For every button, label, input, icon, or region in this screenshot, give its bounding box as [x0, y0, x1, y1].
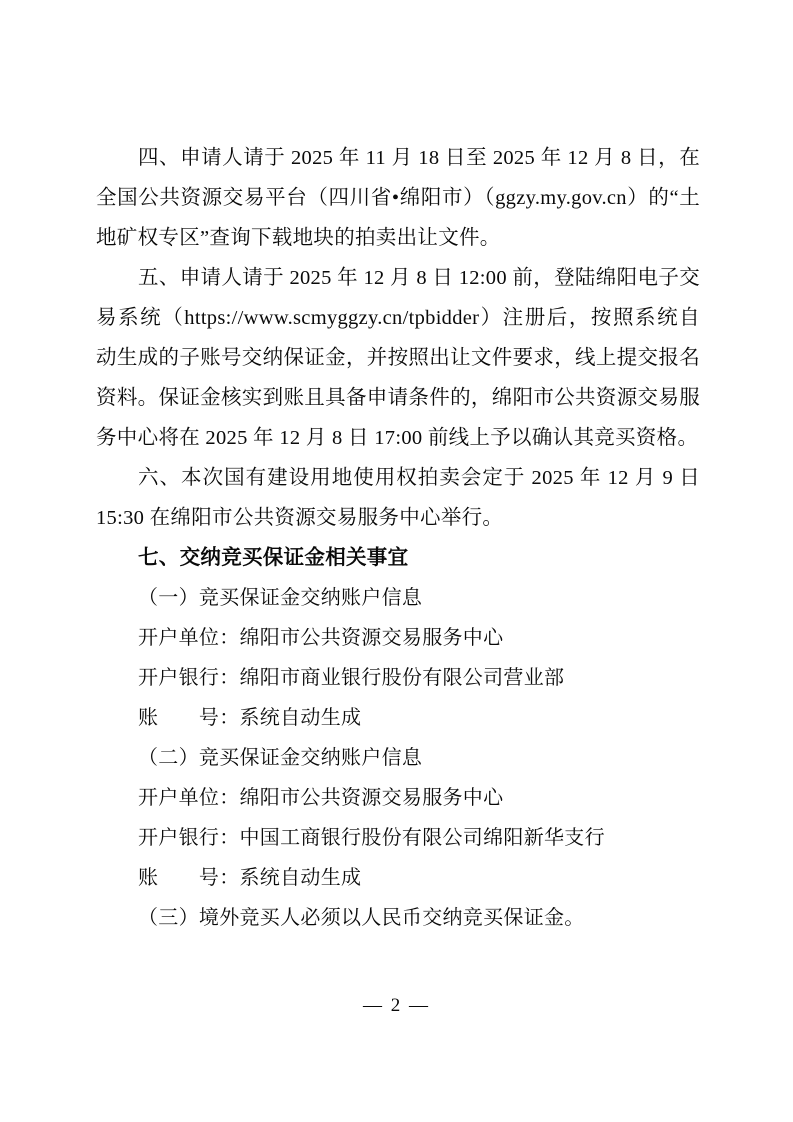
paragraph-item-six: 六、本次国有建设用地使用权拍卖会定于 2025 年 12 月 9 日 15:30 在绵阳市公共资源交易服务中心举行。 — [96, 467, 700, 529]
account-bank-value: 绵阳市商业银行股份有限公司营业部 — [239, 667, 565, 689]
heading-item-seven: 七、交纳竞买保证金相关事宜 — [138, 547, 409, 569]
account-unit-label: 开户单位： — [138, 787, 240, 809]
sub-item-two-account-bank — [96, 818, 700, 858]
page-number-text: — 2 — — [363, 995, 430, 1016]
account-bank-label: 开户银行： — [138, 667, 240, 689]
sub-item-one-account-unit — [96, 618, 700, 658]
sub-item-two-account-number — [96, 858, 700, 898]
account-number-value: 系统自动生成 — [239, 707, 362, 729]
account-unit-value: 绵阳市公共资源交易服务中心 — [239, 627, 504, 649]
paragraph-item-four: 四、申请人请于 2025 年 11 月 18 日至 2025 年 12 月 8 日，在全国公共资源交易平台（四川省•绵阳市）（ggzy.my.gov.cn）的“土地矿权专区”查询下载地块的拍卖出让文件。 — [96, 147, 700, 249]
account-number-label: 账 号： — [138, 867, 240, 889]
account-unit-value: 绵阳市公共资源交易服务中心 — [239, 787, 504, 809]
sub-item-one-account-bank — [96, 658, 700, 698]
sub-item-two-account-unit — [96, 778, 700, 818]
account-unit-label: 开户单位： — [138, 627, 240, 649]
document-body — [96, 138, 700, 938]
sub-item-two-title: （二）竞买保证金交纳账户信息 — [138, 747, 423, 769]
account-bank-value: 中国工商银行股份有限公司绵阳新华支行 — [239, 827, 605, 849]
account-bank-label: 开户银行： — [138, 827, 240, 849]
sub-item-one-account-number — [96, 698, 700, 738]
paragraph-item-five: 五、申请人请于 2025 年 12 月 8 日 12:00 前，登陆绵阳电子交易系统（https://www.scmyggzy.cn/tpbidder）注册后，按照系统自动生成的子账号交纳保证金，并按照出让文件要求，线上提交报名资料。保证金核实到账且具备申请条件的，绵阳市公共资源交易服务中心将在 2025 年 12 月 8 日 17:00 前线上予以确认其竞买资格。 — [96, 267, 700, 449]
account-number-label: 账 号： — [138, 707, 240, 729]
account-number-value: 系统自动生成 — [239, 867, 362, 889]
sub-item-one-title: （一）竞买保证金交纳账户信息 — [138, 587, 423, 609]
page-number — [0, 995, 793, 1017]
sub-item-three-title: （三）境外竞买人必须以人民币交纳竞买保证金。 — [138, 907, 585, 929]
